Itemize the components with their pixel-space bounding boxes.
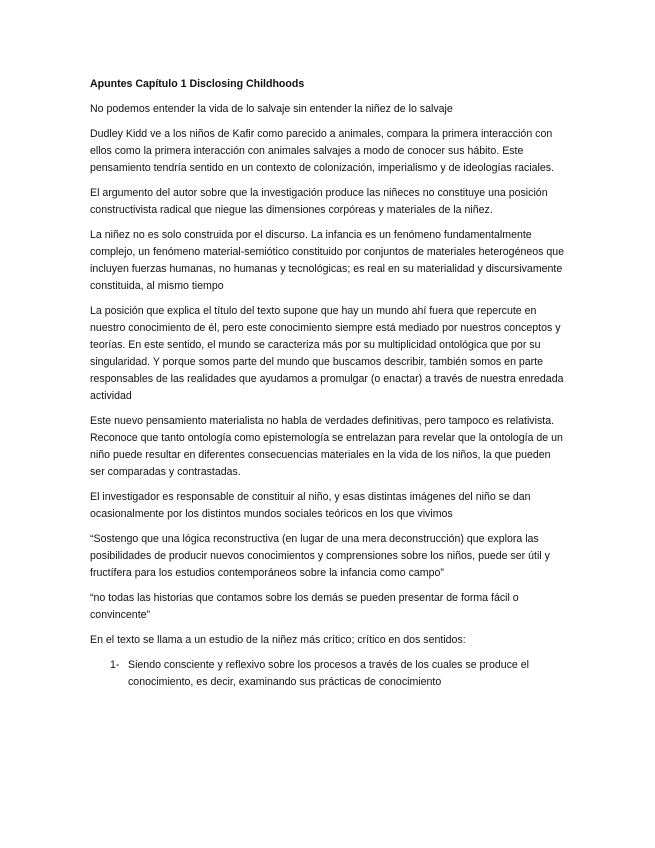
list-item-text: Siendo consciente y reflexivo sobre los procesos a través de los cuales se produce el conocimiento, es decir, examinando sus prácticas de conocimiento bbox=[128, 659, 530, 688]
paragraph-nuevo-materialismo: Este nuevo pensamiento materialista no habla de verdades definitivas, pero tampoco es relativista. Reconoce que tanto ontología como epistemología se entrelazan para revelar que la ontología de un niño puede resultar en diferentes consecuencias materiales en la vida de los niños, la que pueden ser comparadas y contrastadas. bbox=[90, 415, 563, 478]
paragraph-argumento: El argumento del autor sobre que la investigación produce las niñeces no constituye una posición constructivista radical que niegue las dimensiones corpóreas y materiales de la niñez. bbox=[90, 187, 548, 216]
numbered-list bbox=[90, 657, 568, 691]
paragraph-niñez-discurso: La niñez no es solo construida por el discurso. La infancia es un fenómeno fundamentalmente complejo, un fenómeno material-semiótico constituido por conjuntos de materiales heterogéneos que incluyen fuerzas humanas, no humanas y tecnológicas; es real en su materialidad y discursivamente constituida, al mismo tiempo bbox=[90, 229, 565, 292]
paragraph-dudley-kidd: Dudley Kidd ve a los niños de Kafir como parecido a animales, compara la primera interacción con ellos como la primera interacción con animales salvajes a modo de conocer sus hábito. Este pensamiento tendría sentido en un contexto de colonización, imperialismo y de ideologías raciales. bbox=[90, 128, 555, 174]
paragraph-quote-logica: “Sostengo que una lógica reconstructiva (en lugar de una mera deconstrucción) que explora las posibilidades de producir nuevos conocimientos y comprensiones sobre los niños, puede ser útil y fructífera para los estudios contemporáneos sobre la infancia como campo” bbox=[90, 533, 550, 579]
paragraph-estudio-critico: En el texto se llama a un estudio de la niñez más crítico; crítico en dos sentidos: bbox=[90, 634, 466, 646]
list-item-number: 1- bbox=[110, 659, 120, 671]
list-item bbox=[110, 657, 568, 691]
paragraph-investigador: El investigador es responsable de constituir al niño, y esas distintas imágenes del niño se dan ocasionalmente por los distintos mundos sociales teóricos en los que vivimos bbox=[90, 491, 531, 520]
document-body bbox=[90, 76, 568, 691]
paragraph-posicion-titulo: La posición que explica el título del texto supone que hay un mundo ahí fuera que repercute en nuestro conocimiento de él, pero este conocimiento siempre está mediado por nuestros conceptos y teorías. En este sentido, el mundo se caracteriza más por su multiplicidad ontológica que por su singularidad. Y porque somos parte del mundo que buscamos describir, también somos en parte responsables de las realidades que ayudamos a promulgar (o enactar) a través de nuestra enredada actividad bbox=[90, 305, 564, 402]
paragraph-salvaje: No podemos entender la vida de lo salvaje sin entender la niñez de lo salvaje bbox=[90, 103, 453, 115]
document-title: Apuntes Capítulo 1 Disclosing Childhoods bbox=[90, 78, 305, 90]
paragraph-quote-historias: “no todas las historias que contamos sobre los demás se pueden presentar de forma fácil o convincente” bbox=[90, 592, 519, 621]
